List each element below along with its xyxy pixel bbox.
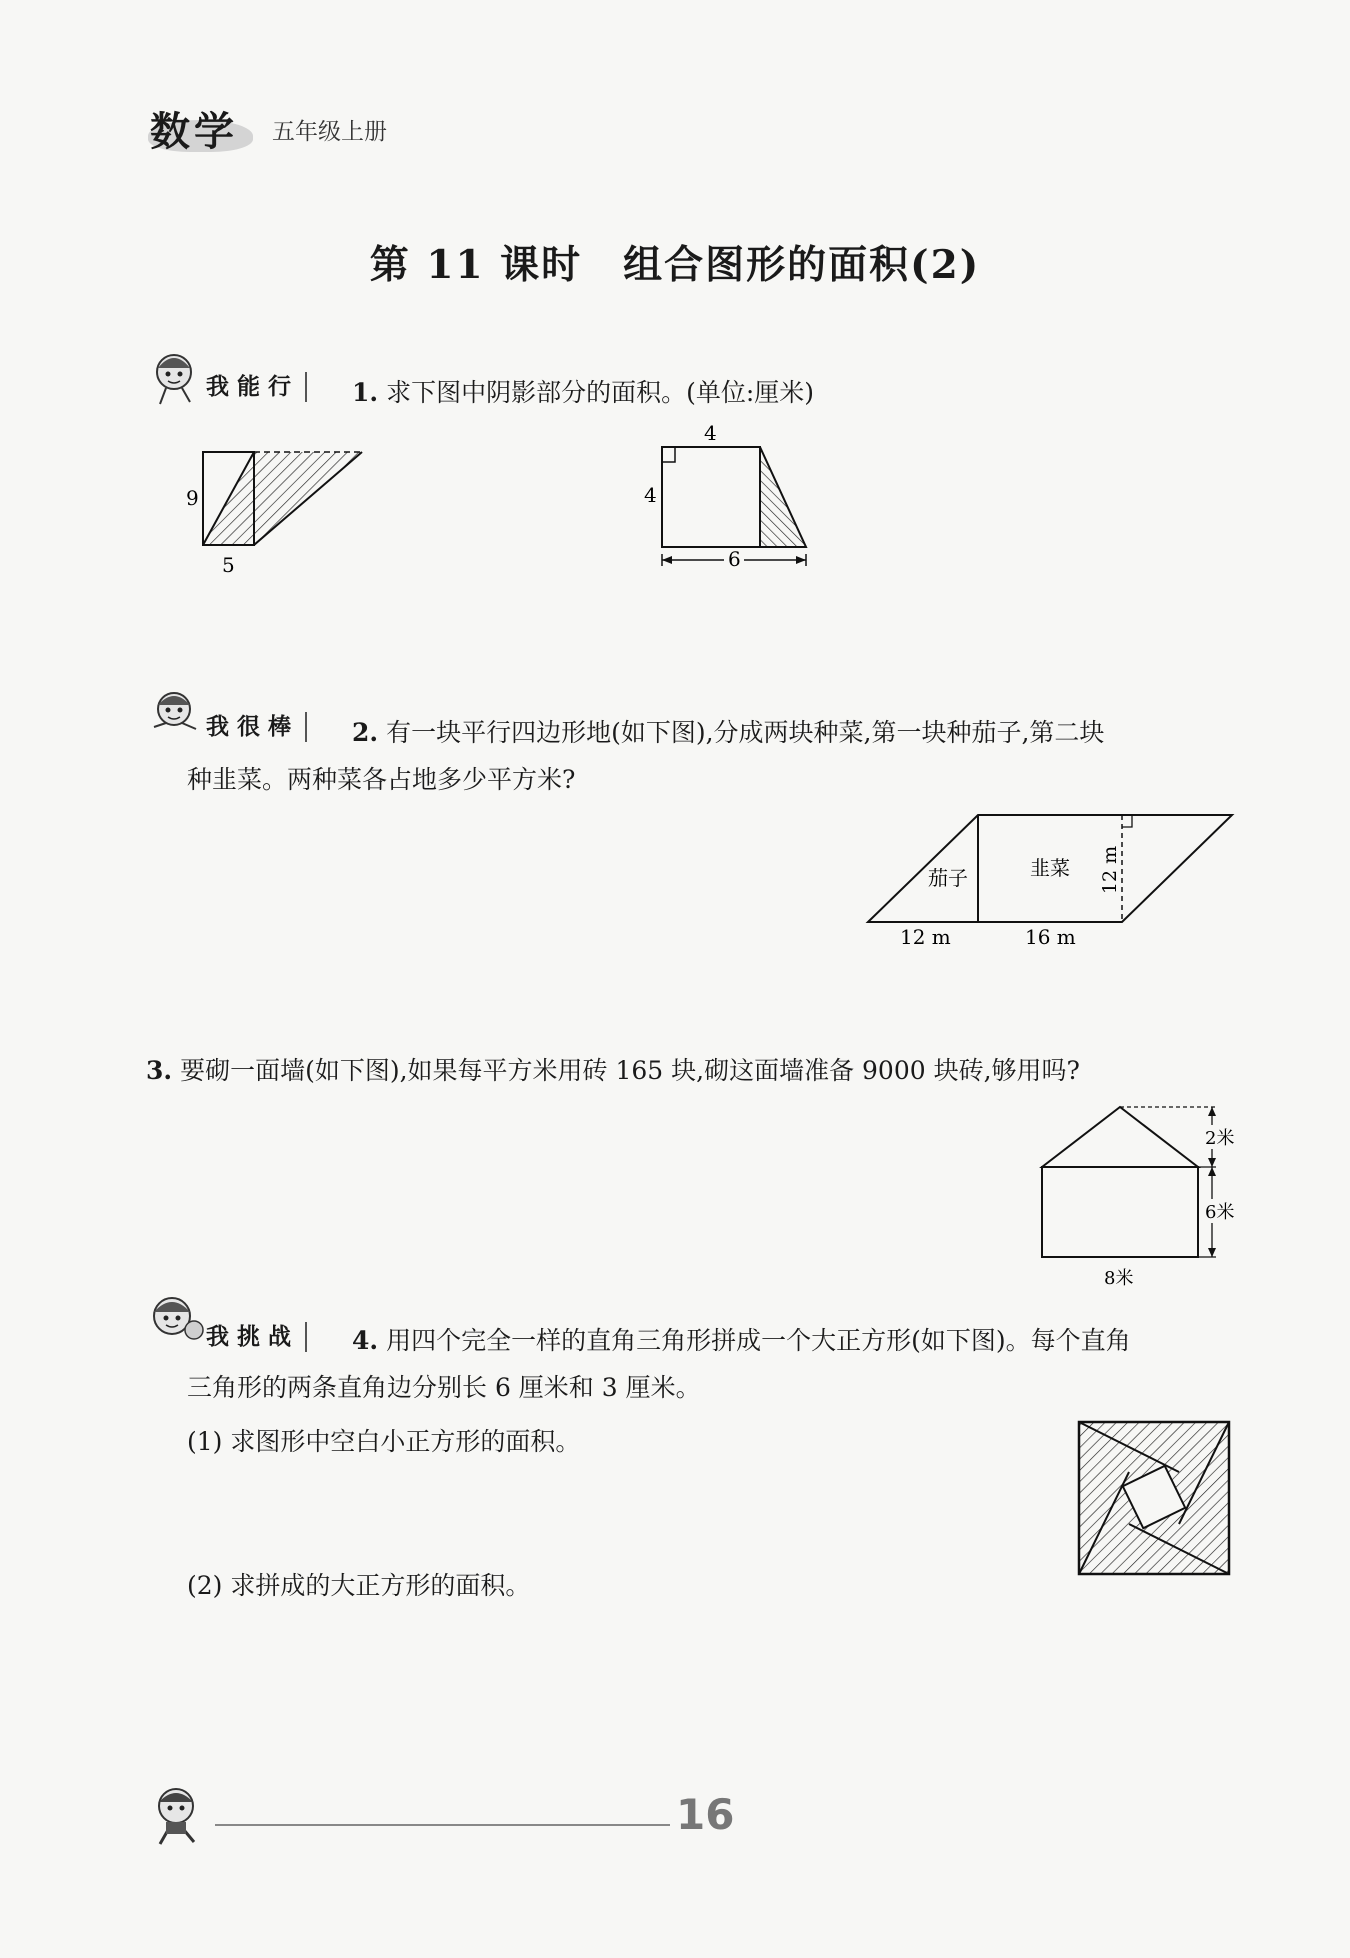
q1a-height-label: 9 bbox=[186, 486, 199, 510]
q3-prompt bbox=[146, 1048, 1080, 1094]
lesson-title: 第 11 课时 组合图形的面积(2) bbox=[369, 242, 981, 288]
q4-number: 4. bbox=[352, 1326, 379, 1355]
q1-figure-a bbox=[178, 440, 378, 580]
q2-chive-label: 韭菜 bbox=[1030, 856, 1070, 880]
subject-label: 数学 bbox=[150, 109, 238, 155]
q4-prompt-line1 bbox=[352, 1318, 1131, 1364]
q3-text: 要砌一面墙(如下图),如果每平方米用砖 165 块,砌这面墙准备 9000 块砖,够用吗? bbox=[180, 1056, 1080, 1085]
q2-eggplant-label: 茄子 bbox=[928, 866, 968, 890]
q1-figure-b bbox=[640, 420, 820, 580]
q1b-bottom-label: 6 bbox=[728, 547, 741, 571]
q1a-shaded-region bbox=[203, 452, 362, 545]
q3-wall-figure bbox=[1030, 1095, 1260, 1295]
badge-challenge: 我挑战 bbox=[206, 1322, 307, 1352]
q1b-top-label: 4 bbox=[704, 421, 717, 445]
mascot-challenge-icon bbox=[146, 1290, 206, 1350]
q1-number: 1. bbox=[352, 378, 379, 407]
q1-text: 求下图中阴影部分的面积。(单位:厘米) bbox=[386, 378, 814, 407]
mascot-footer-icon bbox=[146, 1780, 216, 1850]
grade-label: 五年级上册 bbox=[272, 119, 387, 145]
q1b-shaded-triangle bbox=[760, 447, 806, 547]
mascot-girl-icon bbox=[146, 348, 202, 406]
q1a-base-label: 5 bbox=[222, 553, 235, 577]
q4-subquestion-1: (1) 求图形中空白小正方形的面积。 bbox=[187, 1427, 581, 1456]
q2-base-right-label: 16 m bbox=[1025, 925, 1076, 949]
q2-number: 2. bbox=[352, 718, 379, 747]
q4-text-line2: 三角形的两条直角边分别长 6 厘米和 3 厘米。 bbox=[187, 1373, 701, 1402]
mascot-boy-icon bbox=[146, 683, 202, 743]
q1-prompt bbox=[352, 370, 814, 416]
q2-text-line2: 种韭菜。两种菜各占地多少平方米? bbox=[187, 765, 576, 794]
q2-parallelogram-figure bbox=[860, 800, 1260, 960]
q3-wall-rectangle bbox=[1042, 1167, 1198, 1257]
q3-width-label: 8米 bbox=[1104, 1268, 1134, 1289]
q2-text-line1: 有一块平行四边形地(如下图),分成两块种菜,第一块种茄子,第二块 bbox=[386, 718, 1105, 747]
q3-roof-triangle bbox=[1042, 1107, 1198, 1167]
q1b-square bbox=[662, 447, 760, 547]
footer-rule bbox=[215, 1824, 670, 1826]
q2-height-label: 12 m bbox=[1099, 845, 1121, 895]
q3-wall-height-label: 6米 bbox=[1205, 1202, 1235, 1223]
q4-square-figure bbox=[1075, 1418, 1235, 1580]
q3-roof-height-label: 2米 bbox=[1205, 1128, 1235, 1149]
badge-i-can: 我能行 bbox=[206, 372, 307, 402]
badge-great: 我很棒 bbox=[206, 712, 307, 742]
q2-base-left-label: 12 m bbox=[900, 925, 951, 949]
q1b-side-label: 4 bbox=[644, 483, 657, 507]
page-number: 16 bbox=[676, 1790, 735, 1839]
q3-number: 3. bbox=[146, 1056, 173, 1085]
q2-prompt-line1 bbox=[352, 710, 1104, 756]
q4-text-line1: 用四个完全一样的直角三角形拼成一个大正方形(如下图)。每个直角 bbox=[386, 1326, 1131, 1355]
q4-subquestion-2: (2) 求拼成的大正方形的面积。 bbox=[187, 1571, 531, 1600]
